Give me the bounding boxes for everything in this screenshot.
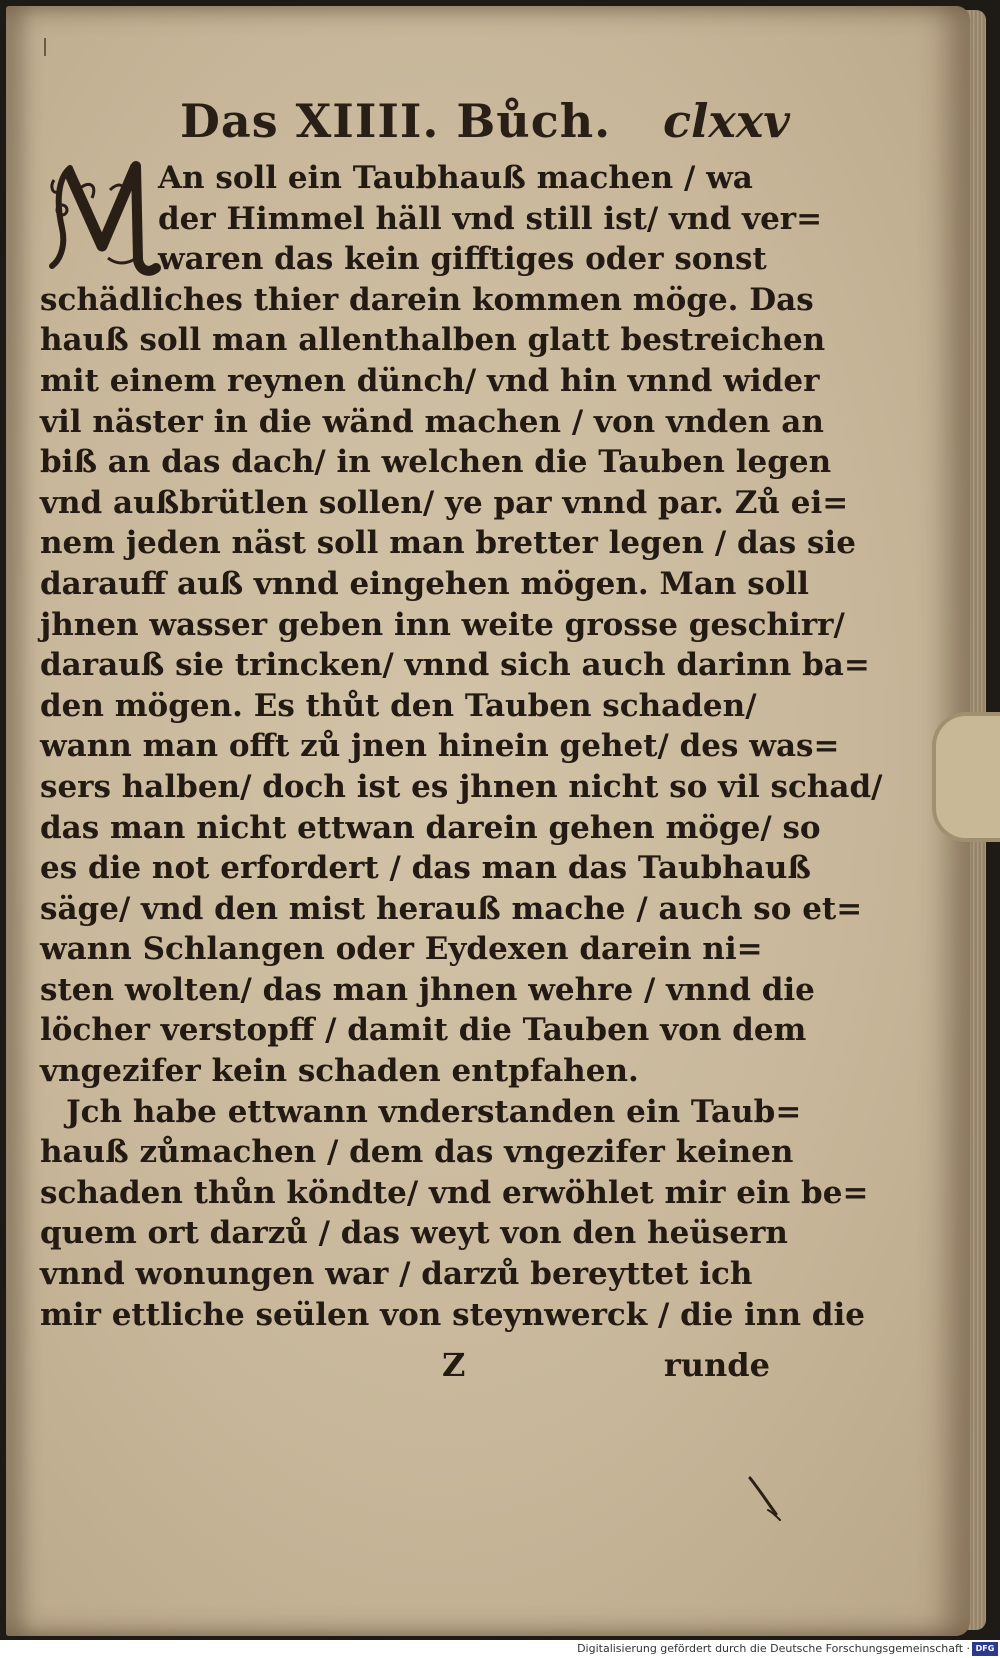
signature-mark: Z <box>442 1346 466 1384</box>
text-line: löcher verstopff / damit die Tauben von dem <box>40 1012 807 1049</box>
running-header <box>180 86 790 156</box>
body-text <box>40 158 883 1335</box>
text-line: säge/ vnd den mist herauß mache / auch so et= <box>40 890 863 927</box>
text-line: nem jeden näst soll man bretter legen / das sie <box>40 525 856 562</box>
text-line: hauß soll man allenthalben glatt bestreichen <box>40 322 826 359</box>
header-title: Das XIIII. Bůch. <box>180 94 612 148</box>
text-line: Jch habe ettwann vnderstanden ein Taub= <box>66 1093 802 1130</box>
footer-credit-bar <box>0 1640 1000 1658</box>
text-line: wann Schlangen oder Eydexen darein ni= <box>40 931 763 968</box>
text-line: mit einem reynen dünch/ vnd hin vnnd wider <box>40 362 820 399</box>
footer-credit-text: Digitalisierung gefördert durch die Deutsche Forschungsgemeinschaft · <box>577 1642 970 1655</box>
margin-mark <box>44 38 46 56</box>
text-line: schädliches thier darein kommen möge. Das <box>40 281 814 318</box>
text-line: wann man offt zů jnen hinein gehet/ des was= <box>40 728 840 765</box>
text-line: sers halben/ doch ist es jhnen nicht so vil schad/ <box>40 768 883 805</box>
text-line: vngezifer kein schaden entpfahen. <box>40 1053 639 1090</box>
page-footer-row <box>40 1346 770 1396</box>
text-line: vnd außbrütlen sollen/ ye par vnnd par. Zů ei= <box>40 484 849 521</box>
text-line: der Himmel häll vnd still ist/ vnd ver= <box>158 200 823 237</box>
text-line: den mögen. Es thůt den Tauben schaden/ <box>40 687 757 724</box>
text-line: schaden thůn köndte/ vnd erwöhlet mir ein be= <box>40 1174 869 1211</box>
text-line: vnnd wonungen war / darzů bereyttet ich <box>40 1256 753 1293</box>
text-line: waren das kein gifftiges oder sonst <box>158 241 767 278</box>
text-line: darauff auß vnnd eingehen mögen. Man soll <box>40 565 809 602</box>
text-line: es die not erfordert / das man das Taubhauß <box>40 850 811 887</box>
text-line: das man nicht ettwan darein gehen möge/ so <box>40 809 821 846</box>
text-line: mir ettliche seülen von steynwerck / die inn die <box>40 1296 865 1333</box>
text-line: jhnen wasser geben inn weite grosse geschirr/ <box>40 606 845 643</box>
clasp-tab <box>932 712 1000 842</box>
folio-number: clxxv <box>662 94 790 148</box>
text-line: quem ort darzů / das weyt von den heüsern <box>40 1215 788 1252</box>
text-line: sten wolten/ das man jhnen wehre / vnnd die <box>40 971 815 1008</box>
dfg-logo-icon: DFG <box>972 1642 998 1656</box>
catchword: runde <box>663 1346 770 1384</box>
text-line: vil näster in die wänd machen / von vnden an <box>40 403 824 440</box>
text-line: hauß zůmachen / dem das vngezifer keinen <box>40 1134 794 1171</box>
text-line: An soll ein Taubhauß machen / wa <box>158 160 753 196</box>
text-line: biß an das dach/ in welchen die Tauben legen <box>40 444 832 481</box>
pen-mark-icon <box>746 1474 786 1524</box>
text-line: darauß sie trincken/ vnnd sich auch darinn ba= <box>40 647 870 684</box>
